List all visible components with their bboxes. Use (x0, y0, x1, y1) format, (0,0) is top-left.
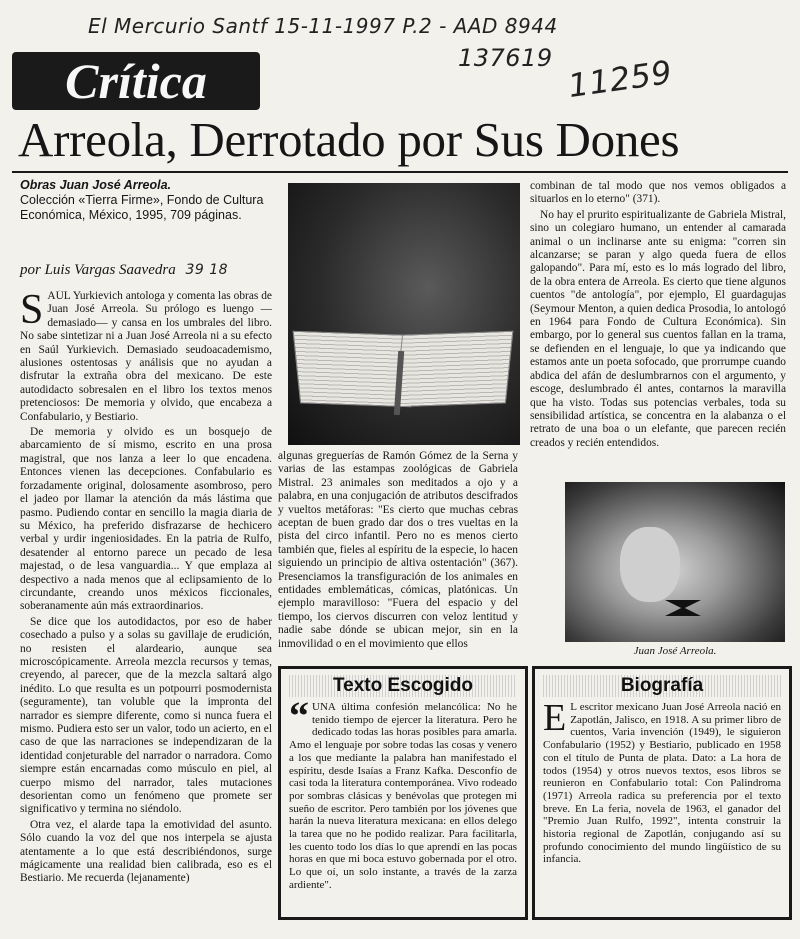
paragraph: Otra vez, el alarde tapa la emotividad del asunto. Sólo cuando la voz del que nos interpela se ajusta atentamente a lo que está describiéndonos, surge mágicamente una realidad bien calibrada, eso es el Bestiario. Me recuerda (lejanamente) (20, 818, 272, 885)
book-info (20, 178, 270, 223)
biografia-box (532, 666, 792, 920)
texto-escogido-box (278, 666, 528, 920)
book-page-right (395, 331, 514, 408)
photo-caption: Juan José Arreola. (633, 645, 717, 657)
paragraph: algunas greguerías de Ramón Gómez de la Serna y varias de las estampas zoológicas de Gabriela Mistral. 23 animales son meditados a ojo y a palabra, en una conjugación de atributos descifrados y vueltos metáforas: "Es cierto que muchas cebras aceptan de buen grado dar dos o tres vueltas en la pista del circo infantil. Pero no es menos cierto también que, fieles al espíritu de la especie, lo hacen siguiendo un principio de altiva ostentación" (367). Presenciamos la transfiguración de los animales en entidades emblemáticas, cómicas, platónicas. Un ejemplo maravilloso: "Fuera del espacio y del tiempo, los ciervos discurren con veloz lentitud y nadie sabe dónde se ubican mejor, sin en la inmovilidad o en el movimiento que ellos (278, 450, 518, 650)
byline-handwritten-mark: 39 18 (185, 262, 229, 278)
byline (20, 262, 270, 279)
bow-tie (665, 600, 701, 616)
paragraph: No hay el prurito espiritualizante de Gabriela Mistral, sino un colegiaro humano, un entender al camarada animal o un inclinarse ante su enigma: "corren sin alcanzarse; se paran y algo queda fuera de ellos galopando". Para mí, esto es lo más logrado del libro, de la obra entera de Arreola. Es cierto que tiene algunos cuentos "de antología", por ejemplo, El guardagujas (Seymour Menton, a quien dedica Prosodia, lo antologó en 1964 para Fondo de Cultura Económica). Sin embargo, por lo general sus cuentos fallan en la trama, se defienden en el lenguaje, lo que ya indicando que estamos ante un poeta sofocado, que prorrumpe cuando abdica del afán de deslumbrarnos con el argumento, y escoge, deslumbrado él antes, contarnos la maravilla que ha visto. Todas sus potencias verbales, toda su sensibilidad artística, se concentra en la alabanza o el retrato de una boa o un elefante, que parecen recién creados y recién entendidos. (530, 208, 786, 449)
quote-mark: “ (289, 701, 309, 738)
author-photo (565, 482, 785, 642)
book-title: Obras Juan José Arreola. (20, 178, 171, 192)
article-column-3 (530, 180, 786, 475)
headline: Arreola, Derrotado por Sus Dones (18, 112, 680, 167)
handwritten-number-a: 137619 (458, 44, 553, 72)
box-body (543, 701, 781, 911)
paragraph: De memoria y olvido es un bosquejo de abarcamiento de sí mismo, escrito en una prosa magistral, que nos lanza a leer lo que encadena. Entonces vienen las decepciones. Confabulario es forzadamente original, dolosamente asombroso, pero el jadeo por llamar la atención da más lástima que pasmo. Pudiendo contar en sencillo la magia diaria de su México, ha preferido disfrazarse de hechicero verbal y urdir ingeniosidades. En la patria de Rulfo, desatender al entorno parece un pecado de lesa majestad, o de lesa vanguardia... Y que emplaza al despectivo a nada menos que al eclipsamiento de lo circundante, creando unos méxicos ficcionales, soberanamente aún más extraordinarios. (20, 426, 272, 613)
book-page-left (293, 331, 412, 408)
dropcap: S (20, 290, 44, 333)
book-photo (288, 183, 520, 445)
paragraph: combinan de tal modo que nos vemos obligados a situarlos en lo eterno" (371). (530, 180, 786, 206)
byline-text: por Luis Vargas Saavedra (20, 262, 176, 278)
quote-text: UNA última confesión melancólica: No he tenido tiempo de ejercer la literatura. Pero he dedicado todas las horas posibles para amarla. Amo el lenguaje por sobre todas las cosas y venero a los que mediante la palabra han manifestado el espíritu, desde Isaías a Franz Kafka. Desconfío de casi toda la literatura contemporánea. Vivo rodeado por sombras clásicas y benévolas que protegen mi sueño de escritor. Pero también por los jóvenes que harán la nueva literatura mexicana: en ellos delego la tarea que no he podido realizar. Para facilitarla, les cuento todo los días lo que aprendí en las pocas horas en que mi boca estuvo gobernada por el otro. Lo que oí, un solo instante, a través de la zarza ardiente". (289, 701, 517, 891)
box-title: Biografía (543, 675, 781, 697)
handwritten-masthead: El Mercurio Santf 15-11-1997 P.2 - AAD 8944 (88, 14, 558, 38)
section-tag (12, 52, 260, 110)
box-title: Texto Escogido (289, 675, 517, 697)
article-column-1 (20, 290, 272, 918)
dropcap: E (543, 701, 567, 739)
author-face (620, 527, 680, 602)
paragraph: Se dice que los autodidactos, por eso de haber cosechado a pulso y a solas su gavillaje de erudición, no resisten el alardeario, aunque sea microscópicamente. Arreola mezcla recursos y temas, creyendo, al parecer, que de la mezcla saltará algo inédito. Lo que resulta es un potpourri posmodernista (seguramente), tan voluble que la impronta del narrador es siempre diferente, como si nunca fuera el mismo. Pudiera esto ser un valor, todo un acierto, en el caso de que las narraciones se independizaran de la identidad conjeturable del narrador o narradora. Como siempre están encarnadas como músculo en piel, al cuerpo mismo del narrador, tales mutaciones desorientan como un fenómeno que promete ser significativo y termina no siéndolo. (20, 615, 272, 816)
section-label: Crítica (65, 53, 207, 109)
bio-text: L escritor mexicano Juan José Arreola nació en Zapotlán, Jalisco, en 1918. A su primer libro de cuentos, Varia invención (1949), le siguieron Confabulario (1952) y Bestiario, publicado en 1958 con el título de Punta de plata. Dato: a La hora de todos (1954) y otros nuevos textos, esos libros se reunieron en Confabulario total: Con Palindroma (1971) Arreola radica su preferencia por el texto breve. En La feria, novela de 1963, el ganador del "Premio Juan Rulfo, 1992", intenta construir la historia regional de Zapotlán, conjugando así su profundo conocimiento del mundo lingüístico de su infancia. (543, 701, 781, 866)
divider (12, 171, 788, 173)
paragraph: AÚL Yurkievich antologa y comenta las obras de Juan José Arreola. Su prólogo es luengo —demasiado— y cansa en los umbrales del libro. No sabe sintetizar ni a Juan José Arreola ni a su efecto en Saúl Yurkievich. Demasiado seudoacademismo, alusiones ostentosas y análisis que no ayudan a disfrutar la extraña obra del mexicano. De este autodidacto sobresalen en el libro los textos menos pretenciosos: De memoria y olvido, que encabeza a Confabulario, y Bestiario. (20, 290, 272, 423)
handwritten-number-b: 11259 (565, 52, 675, 106)
box-body (289, 701, 517, 911)
article-column-2 (278, 450, 518, 658)
book-details: Colección «Tierra Firme», Fondo de Cultura Económica, México, 1995, 709 páginas. (20, 193, 264, 222)
